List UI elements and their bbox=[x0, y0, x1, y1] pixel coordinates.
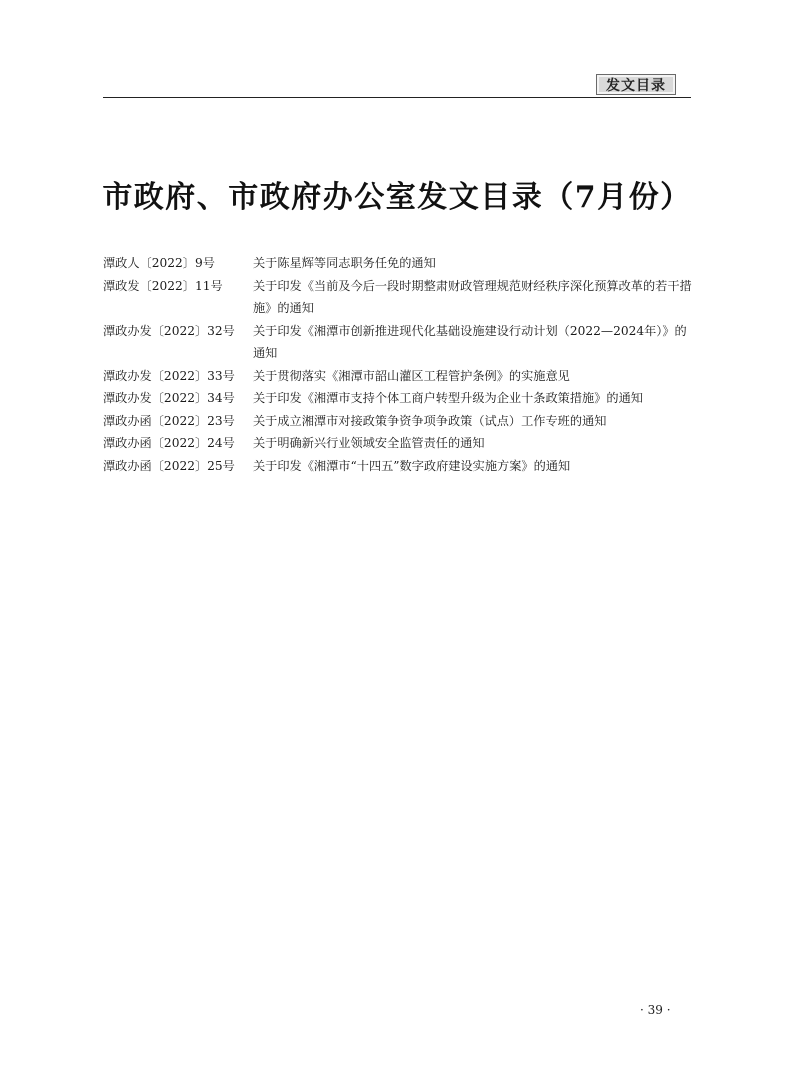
document-number: 潭政办发〔2022〕32号 bbox=[103, 323, 235, 338]
document-number: 潭政办函〔2022〕23号 bbox=[103, 413, 235, 428]
document-title: 关于印发《湘潭市创新推进现代化基础设施建设行动计划（2022—2024年）》的通知 bbox=[253, 323, 687, 360]
list-item bbox=[103, 387, 695, 410]
document-title: 关于明确新兴行业领域安全监管责任的通知 bbox=[253, 436, 485, 450]
list-item bbox=[103, 455, 695, 478]
list-item bbox=[103, 365, 695, 388]
document-list bbox=[103, 252, 695, 477]
document-title: 关于成立湘潭市对接政策争资争项争政策（试点）工作专班的通知 bbox=[253, 413, 607, 428]
header-divider bbox=[103, 97, 691, 98]
document-number: 潭政办发〔2022〕34号 bbox=[103, 391, 235, 405]
list-item bbox=[103, 410, 695, 433]
document-title: 关于印发《当前及今后一段时期整肃财政管理规范财经秩序深化预算改革的若干措施》的通知 bbox=[253, 278, 692, 315]
document-title: 关于印发《湘潭市“十四五”数字政府建设实施方案》的通知 bbox=[253, 458, 571, 473]
list-item bbox=[103, 320, 695, 365]
list-item bbox=[103, 275, 695, 320]
document-number: 潭政人〔2022〕9号 bbox=[103, 256, 215, 270]
page-number: · 39 · bbox=[640, 1003, 671, 1017]
document-title: 关于陈星辉等同志职务任免的通知 bbox=[253, 256, 436, 270]
document-number: 潭政办函〔2022〕24号 bbox=[103, 436, 235, 450]
list-item bbox=[103, 252, 695, 275]
document-number: 潭政发〔2022〕11号 bbox=[103, 278, 223, 293]
document-title: 关于印发《湘潭市支持个体工商户转型升级为企业十条政策措施》的通知 bbox=[253, 391, 643, 405]
section-label: 发文目录 bbox=[596, 74, 676, 95]
page-title: 市政府、市政府办公室发文目录（7月份） bbox=[102, 180, 692, 215]
list-item bbox=[103, 432, 695, 455]
document-number: 潭政办发〔2022〕33号 bbox=[103, 368, 235, 383]
document-number: 潭政办函〔2022〕25号 bbox=[103, 458, 235, 473]
document-title: 关于贯彻落实《湘潭市韶山灌区工程管护条例》的实施意见 bbox=[253, 368, 570, 383]
